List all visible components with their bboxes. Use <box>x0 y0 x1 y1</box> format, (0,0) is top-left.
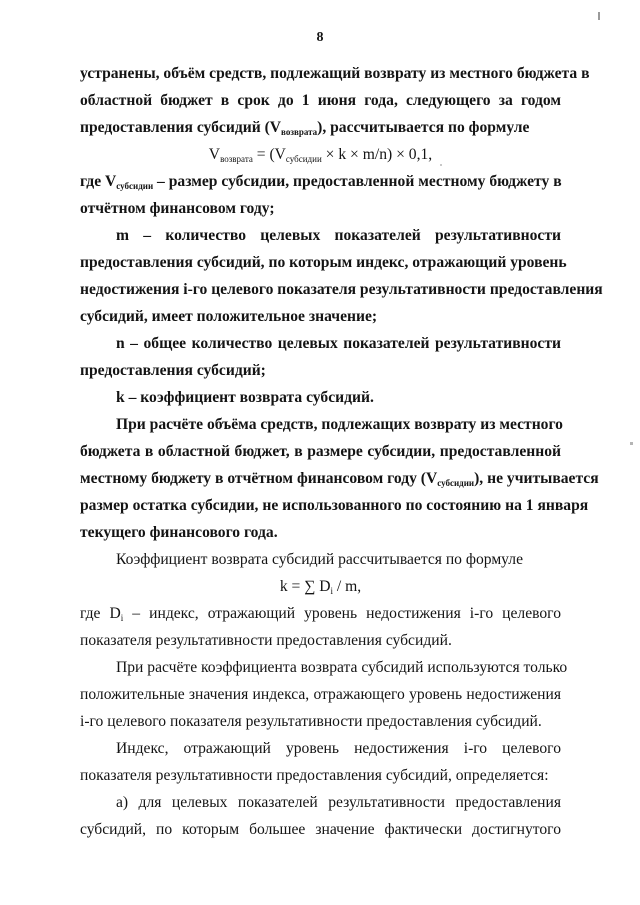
scan-speck <box>630 442 633 445</box>
formula-return-volume: Vвозврата = (Vсубсидии × k × m/n) × 0,1, <box>208 146 433 164</box>
text-line: субсидий, по которым большее значение фактически достигнутого <box>80 821 561 838</box>
formula-return-coefficient: k = ∑ Di / m, <box>279 578 362 596</box>
text-line: Коэффициент возврата субсидий рассчитывается по формуле <box>116 551 523 568</box>
text-line: Индекс, отражающий уровень недостижения i-го целевого <box>116 740 561 757</box>
text-line: показателя результативности предоставления субсидий, определяется: <box>80 767 549 784</box>
text-line: i-го целевого показателя результативности предоставления субсидий. <box>80 713 542 730</box>
text-line: отчётном финансовом году; <box>80 200 275 217</box>
text-line: местному бюджету в отчётном финансовом году $(V_{субсидии})$, не учитывается <box>80 470 599 488</box>
text-line: При расчёте коэффициента возврата субсидий используются только <box>116 659 568 676</box>
text-line: k – коэффициент возврата субсидий. <box>116 389 374 406</box>
text-line: областной бюджет в срок до 1 июня года, следующего за годом <box>80 92 561 109</box>
text-line: текущего финансового года. <box>80 524 278 541</box>
page-number: 8 <box>316 30 324 45</box>
text-line: а) для целевых показателей результативности предоставления <box>116 794 561 811</box>
text-line: положительные значения индекса, отражающего уровень недостижения <box>80 686 561 703</box>
text-line: бюджета в областной бюджет, в размере субсидии, предоставленной <box>80 443 561 460</box>
text-line: где Di – индекс, отражающий уровень недостижения i-го целевого <box>80 605 561 623</box>
text-line: предоставления субсидий, по которым индекс, отражающий уровень <box>80 254 567 271</box>
text-line: предоставления субсидий; <box>80 362 266 379</box>
text-line: показателя результативности предоставления субсидий. <box>80 632 452 649</box>
text-line: устранены, объём средств, подлежащий возврату из местного бюджета в <box>80 65 590 82</box>
scan-mark <box>598 12 600 20</box>
text-line: предоставления субсидий $(V_{возврата})$, рассчитывается по формуле <box>80 119 530 137</box>
text-line: При расчёте объёма средств, подлежащих возврату из местного <box>116 416 563 433</box>
text-line: субсидий, имеет положительное значение; <box>80 308 378 325</box>
text-line: n – общее количество целевых показателей результативности <box>116 335 561 352</box>
text-line: размер остатка субсидии, не использованного по состоянию на 1 января <box>80 497 589 514</box>
text-line: где $V_{субсидии}$ – размер субсидии, предоставленной местному бюджету в <box>80 173 562 191</box>
text-line: m – количество целевых показателей результативности <box>116 227 561 244</box>
text-line: недостижения i-го целевого показателя результативности предоставления <box>80 281 603 298</box>
